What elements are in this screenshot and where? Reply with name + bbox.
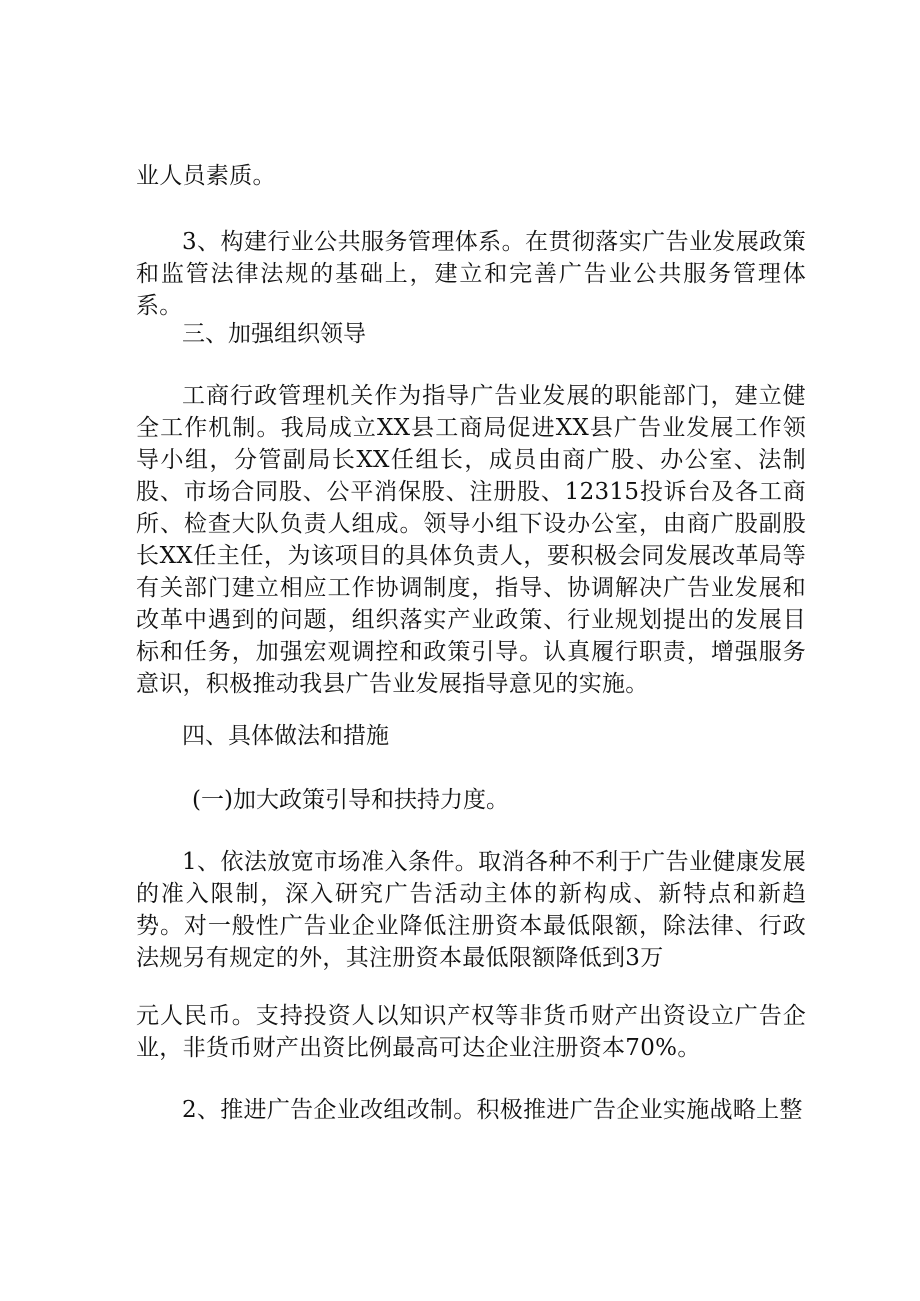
paragraph-item-1-continued: 元人民币。支持投资人以知识产权等非货币财产出资设立广告企业，非货币财产出资比例最高可达企业注册资本70%。 bbox=[136, 1003, 806, 1061]
section-heading-4: 四、具体做法和措施 bbox=[182, 723, 389, 749]
subsection-heading-4-1: (一)加大政策引导和扶持力度。 bbox=[192, 787, 509, 813]
paragraph-intro-tail: 业人员素质。 bbox=[136, 163, 276, 189]
paragraph-item-1: 1、依法放宽市场准入条件。取消各种不利于广告业健康发展的准入限制，深入研究广告活动主体的新构成、新特点和新趋势。对一般性广告业企业降低注册资本最低限额，除法律、行政法规另有规定的外，其注册资本最低限额降低到3万 bbox=[136, 849, 806, 971]
section-heading-3: 三、加强组织领导 bbox=[182, 321, 366, 347]
paragraph-organization: 工商行政管理机关作为指导广告业发展的职能部门，建立健全工作机制。我局成立XX县工商局促进XX县广告业发展工作领导小组，分管副局长XX任组长，成员由商广股、办公室、法制股、市场合同股、公平消保股、注册股、12315投诉台及各工商所、检查大队负责人组成。领导小组下设办公室，由商广股副股长XX任主任，为该项目的具体负责人，要积极会同发展改革局等有关部门建立相应工作协调制度，指导、协调解决广告业发展和改革中遇到的问题，组织落实产业政策、行业规划提出的发展目标和任务，加强宏观调控和政策引导。认真履行职责，增强服务意识，积极推动我县广告业发展指导意见的实施。 bbox=[136, 383, 806, 697]
paragraph-item-3: 3、构建行业公共服务管理体系。在贯彻落实广告业发展政策和监管法律法规的基础上，建立和完善广告业公共服务管理体系。 bbox=[136, 229, 806, 319]
paragraph-item-2: 2、推进广告企业改组改制。积极推进广告企业实施战略上整 bbox=[182, 1097, 803, 1123]
